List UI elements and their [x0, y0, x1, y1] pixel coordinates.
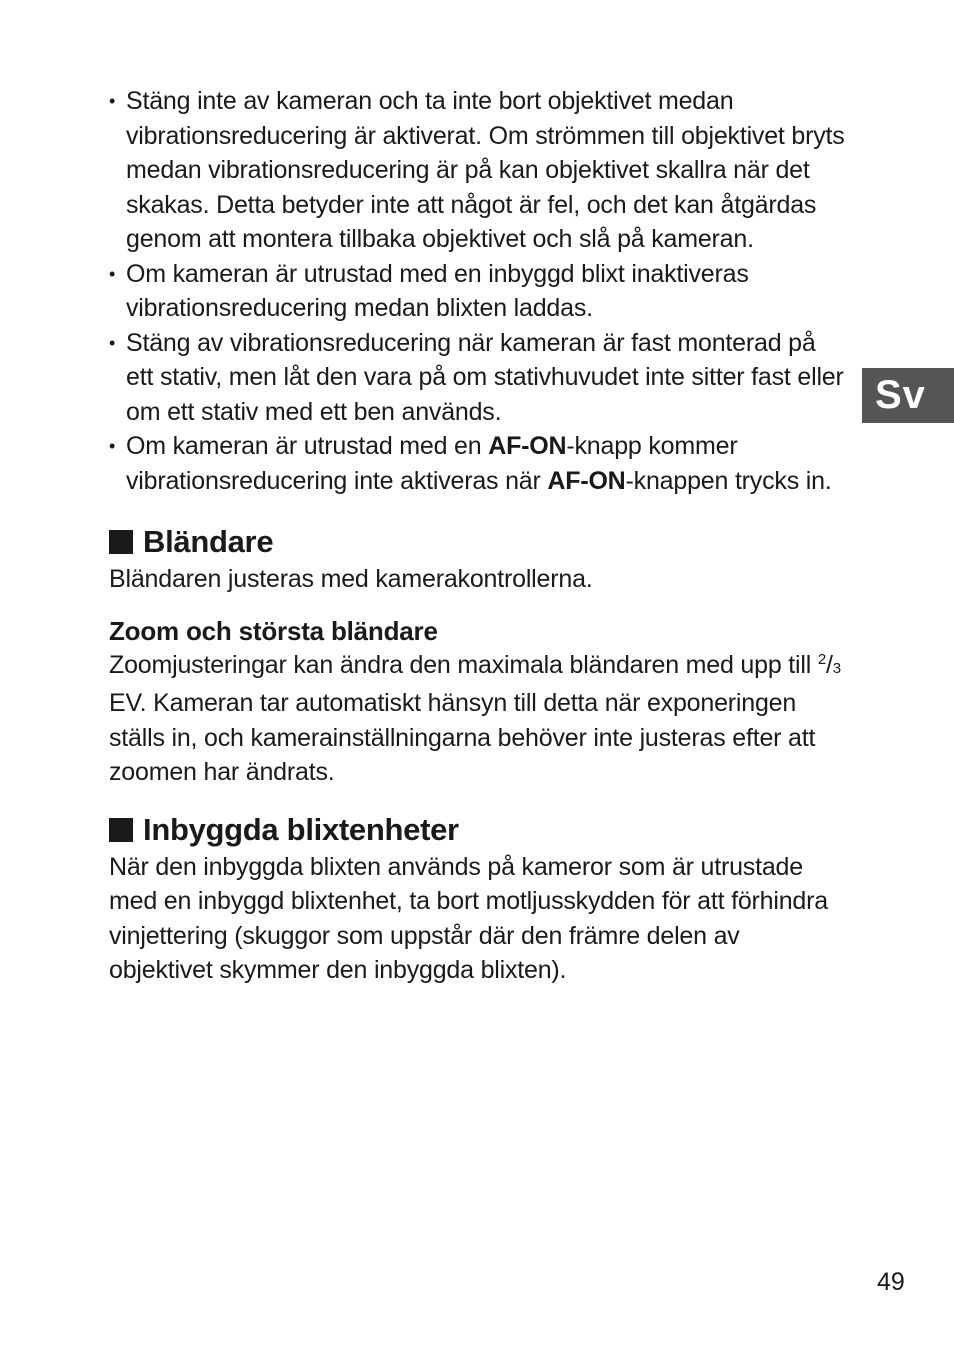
- aperture-heading-text: Bländare: [143, 524, 274, 559]
- fraction-denominator: 3: [832, 659, 841, 677]
- zoom-heading: Zoom och största bländare: [109, 615, 438, 646]
- flash-heading-text: Inbyggda blixtenheter: [143, 811, 459, 847]
- fraction-separator: /: [826, 650, 833, 679]
- list-item: [109, 326, 849, 430]
- list-item: [109, 84, 849, 257]
- list-item-text: Stäng av vibrationsreducering när kameran är fast monterad på ett stativ, men låt den vara på om stativhuvudet inte sitter fast eller om ett stativ med ett ben används.: [126, 328, 844, 426]
- aperture-body: Bländaren justeras med kamerakontrollerna.: [109, 565, 593, 593]
- vr-notes-list: [109, 84, 849, 498]
- af-on-label: AF-ON: [488, 432, 567, 460]
- page-content: [109, 84, 849, 988]
- list-item-text: Om kameran är utrustad med en inbyggd blixt inaktiveras vibrationsreducering medan blixten laddas.: [126, 259, 749, 322]
- zoom-body: [109, 648, 849, 790]
- af-on-label: AF-ON: [547, 466, 626, 495]
- fraction-numerator: 2: [817, 650, 826, 668]
- zoom-body-text: EV. Kameran tar automatiskt hänsyn till detta när exponeringen ställs in, och kamerainställningarna behöver inte justeras efter att zoomen har ändrats.: [109, 689, 816, 786]
- square-bullet-icon: [109, 818, 133, 842]
- list-item-text: Stäng inte av kameran och ta inte bort objektivet medan vibrationsreducering är aktiverat. Om strömmen till objektivet bryts medan vibrationsreducering är på kan objektivet skallra när det skakas. Detta betyder inte att något är fel, och det kan åtgärdas genom att montera tillbaka objektivet och slå på kameran.: [126, 87, 845, 253]
- fraction-two-thirds: [818, 651, 841, 679]
- language-tab: Sv: [862, 368, 954, 423]
- list-item: [109, 257, 849, 326]
- square-bullet-icon: [109, 530, 133, 554]
- list-item-text: -knapp kommer vibrationsreducering inte aktiveras när: [126, 432, 738, 495]
- flash-body: När den inbyggda blixten används på kameror som är utrustade med en inbyggd blixtenhet, ta bort motljusskydden för att förhindra vinjettering (skuggor som uppstår där den främre delen av objektivet skymmer den inbyggda blixten).: [109, 852, 828, 984]
- zoom-body-text: Zoomjusteringar kan ändra den maximala bländaren med upp till: [109, 650, 818, 679]
- list-item-text: Om kameran är utrustad med en: [126, 432, 489, 460]
- list-item-text: -knappen trycks in.: [625, 466, 832, 495]
- aperture-heading: [109, 522, 849, 562]
- list-item: [109, 429, 849, 498]
- page-number: 49: [877, 1268, 905, 1296]
- flash-heading: [109, 810, 849, 850]
